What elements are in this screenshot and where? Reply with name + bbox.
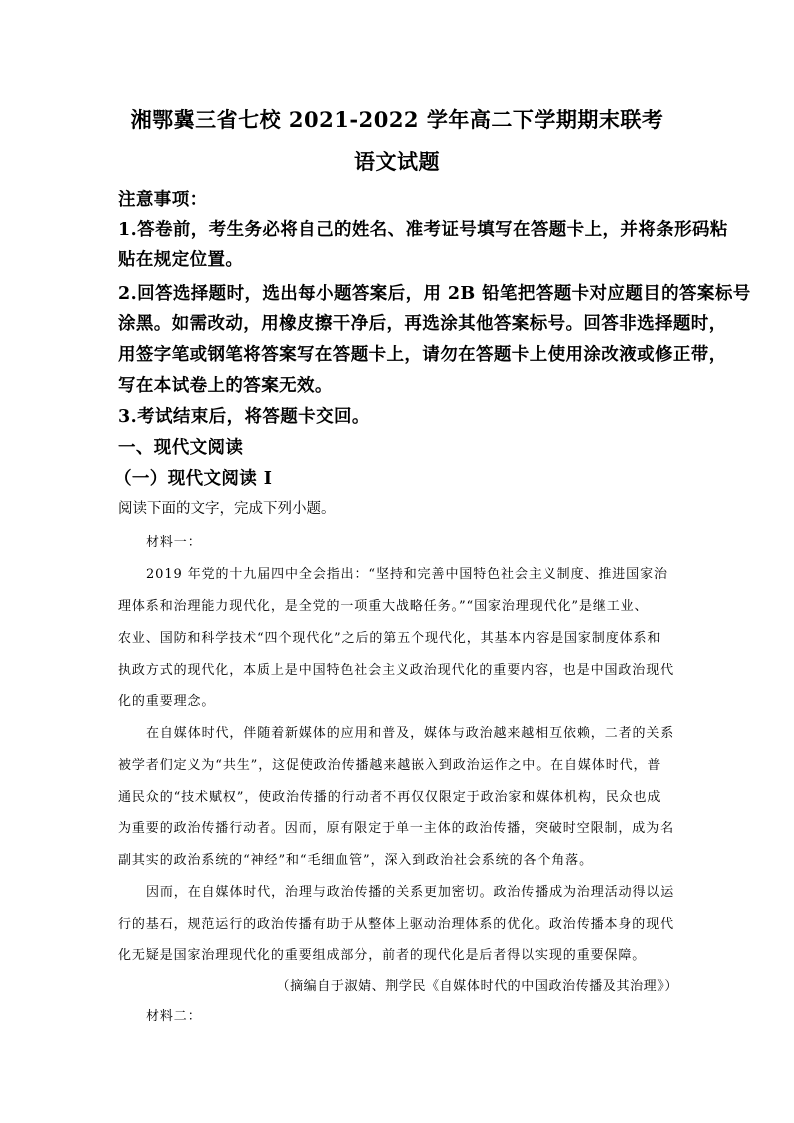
source-citation: （摘编自于淑婧、荆学民《自媒体时代的中国政治传播及其治理》） bbox=[276, 979, 678, 994]
section-heading: 一、现代文阅读 bbox=[118, 438, 244, 458]
paragraph-line: 2019 年党的十九届四中全会指出：“坚持和完善中国特色社会主义制度、推进国家治 bbox=[146, 567, 668, 582]
subsection-heading: （一）现代文阅读 I bbox=[114, 469, 273, 489]
notice-line: 涂黑。如需改动，用橡皮擦干净后，再选涂其他答案标号。回答非选择题时， bbox=[118, 314, 727, 334]
notice-line: 1.答卷前，考生务必将自己的姓名、准考证号填写在答题卡上，并将条形码粘 bbox=[118, 220, 728, 240]
paragraph-line: 化的重要理念。 bbox=[118, 694, 216, 709]
paragraph-line: 被学者们定义为“共生”，这促使政治传播越来越嵌入到政治运作之中。在自媒体时代，普 bbox=[118, 758, 662, 773]
material-one-label: 材料一： bbox=[146, 535, 202, 550]
paragraph-line: 执政方式的现代化，本质上是中国特色社会主义政治现代化的重要内容，也是中国政治现代 bbox=[118, 663, 675, 678]
material-two-label: 材料二： bbox=[146, 1009, 202, 1024]
exam-subject-title: 语文试题 bbox=[354, 149, 440, 174]
paragraph-line: 理体系和治理能力现代化，是全党的一项重大战略任务。”“国家治理现代化”是继工业、 bbox=[118, 599, 649, 614]
paragraph-line: 因而，在自媒体时代，治理与政治传播的关系更加密切。政治传播成为治理活动得以运 bbox=[146, 885, 675, 900]
reading-instruction: 阅读下面的文字，完成下列小题。 bbox=[118, 501, 336, 517]
paragraph-line: 行的基石，规范运行的政治传播有助于从整体上驱动治理体系的优化。政治传播本身的现代 bbox=[118, 917, 675, 932]
paragraph-line: 化无疑是国家治理现代化的重要组成部分，前者的现代化是后者得以实现的重要保障。 bbox=[118, 948, 647, 963]
paragraph-line: 农业、国防和科学技术“四个现代化”之后的第五个现代化，其基本内容是国家制度体系和 bbox=[118, 631, 662, 646]
paragraph-line: 为重要的政治传播行动者。因而，原有限定于单一主体的政治传播，突破时空限制，成为名 bbox=[118, 821, 675, 836]
notice-line: 贴在规定位置。 bbox=[118, 250, 244, 270]
paragraph-line: 副其实的政治系统的“神经”和“毛细血管”，深入到政治社会系统的各个角落。 bbox=[118, 853, 593, 868]
notice-heading: 注意事项： bbox=[118, 190, 208, 210]
notice-line: 2.回答选择题时，选出每小题答案后，用 2B 铅笔把答题卡对应题目的答案标号 bbox=[118, 284, 751, 304]
notice-line: 写在本试卷上的答案无效。 bbox=[118, 376, 333, 396]
exam-title: 湘鄂冀三省七校 2021-2022 学年高二下学期期末联考 bbox=[130, 107, 664, 132]
notice-line: 3.考试结束后，将答题卡交回。 bbox=[118, 407, 370, 427]
notice-line: 用签字笔或钢笔将答案写在答题卡上，请勿在答题卡上使用涂改液或修正带， bbox=[118, 345, 727, 365]
paragraph-line: 在自媒体时代，伴随着新媒体的应用和普及，媒体与政治越来越相互依赖，二者的关系 bbox=[146, 726, 675, 741]
paragraph-line: 通民众的“技术赋权”，使政治传播的行动者不再仅仅限定于政治家和媒体机构，民众也成 bbox=[118, 790, 662, 805]
